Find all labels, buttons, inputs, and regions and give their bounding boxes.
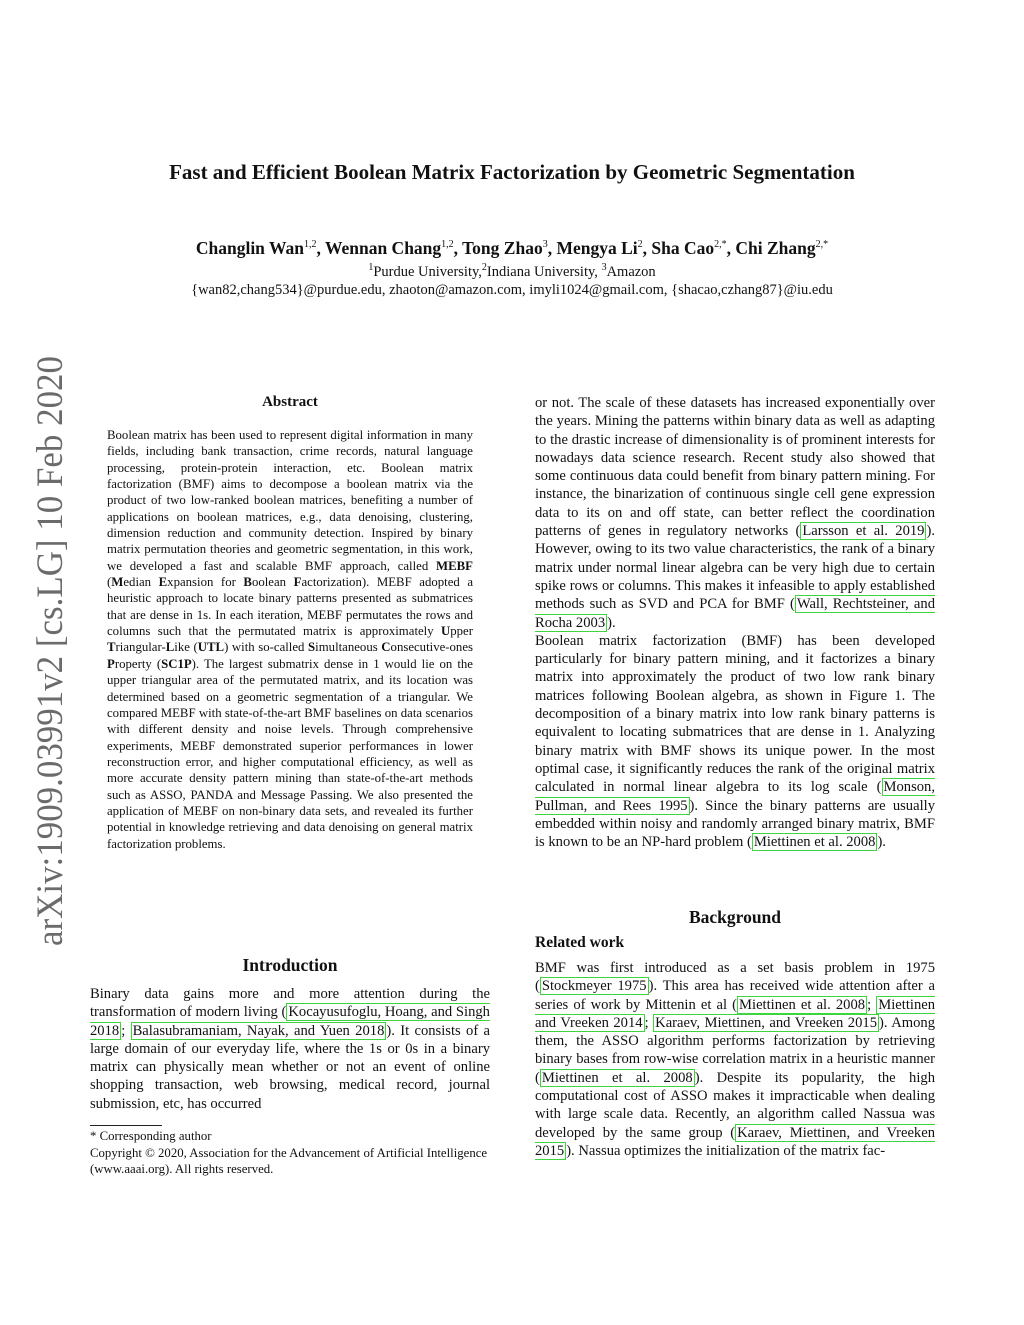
citation-link[interactable]: Balasubramaniam, Nayak, and Yuen 2018 bbox=[132, 1022, 385, 1039]
author-name: Chi Zhang bbox=[735, 238, 816, 258]
related-work-body: BMF was first introduced as a set basis problem in 1975 ( Stockmeyer 1975 ). This area has received wide attention after a series of work by Mittenin et al ( Miettinen et al. 2008 ; Miettinen and Vreeken 2014 ; Karaev, Miettinen, and Vreeken 2015 ). Among them, the ASSO algorithm performs factorization by retrieving binary bases from row-wise correlation matrix in a heuristic manner ( Miettinen et al. 2008 ). Despite its popularity, the high computational cost of ASSO makes it impracticable when dealing with large scale data. Recently, an algorithm called Nassua was developed by the same group ( Karaev, Miettinen, and Vreeken 2015 ). Nassua optimizes the initialization of the matrix fac- bbox=[535, 960, 936, 1159]
affiliation-number: 2 bbox=[481, 262, 487, 273]
paragraph: or not. The scale of these datasets has increased exponentially over the years. Mining the patterns within binary data as well as adapting to the drastic increase of dimensionality is of prominent interests for nowadays data science research. Recent study also showed that some continuous data could benefit from binary pattern mining. For instance, the binarization of continuous single cell gene expression data to its on and off state, can better reflect the coordination patterns of genes in regulatory networks ( Larsson et al. 2019 ). However, owing to its two value characteristics, the rank of a binary matrix under normal linear algebra can be very high due to certain spike rows or columns. This makes it infeasible to apply established methods such as SVD and PCA for BMF ( Wall, Rechtsteiner, and Rocha 2003 ). bbox=[535, 395, 935, 631]
background-heading: Background bbox=[688, 907, 782, 927]
author-name: Tong Zhao bbox=[462, 238, 543, 258]
affiliation-name: Indiana University, bbox=[486, 263, 602, 280]
author-affiliation: 2 bbox=[637, 239, 643, 251]
affiliation-name: Amazon bbox=[606, 263, 656, 280]
author-affiliation: 2,* bbox=[714, 239, 727, 251]
paragraph: Boolean matrix factorization (BMF) has been developed particularly for binary pattern mining, and it factorizes a binary matrix into approximately the product of two low rank binary matrices following Boolean algebra, as shown in Figure 1. The decomposition of a binary matrix into low rank binary patterns is equivalent to locating submatrices that are dense in 1. Analyzing binary matrix with BMF shows its unique power. In the most optimal case, it significantly reduces the rank of the original matrix calculated in normal linear algebra to its log scale ( Monson, Pullman, and Rees 1995 ). Since the binary patterns are usually embedded within noisy and randomly arranged binary matrix, BMF is known to be an NP-hard problem ( Miettinen et al. 2008 ). bbox=[535, 632, 935, 851]
author-affiliation: 1,2 bbox=[441, 239, 454, 251]
abstract-heading: Abstract bbox=[262, 394, 318, 410]
author-list: Changlin Wan$^{1,2}$, Wennan Chang$^{1,2}$, Tong Zhao$^3$, Mengya Li$^2$, Sha Cao$^{2,*}$, Chi Zhang$^{2,*}$ bbox=[195, 238, 829, 258]
author-affiliation: 3 bbox=[542, 239, 548, 251]
citation-link[interactable]: Wall, Rechtsteiner, and Rocha 2003 bbox=[535, 596, 935, 631]
affiliation-number: 3 bbox=[601, 262, 607, 273]
corresponding-author-note: * Corresponding author bbox=[90, 1129, 212, 1143]
arxiv-id: arXiv:1909.03991v2 [cs.LG] 10 Feb 2020 bbox=[30, 350, 70, 946]
arxiv-stamp bbox=[18, 350, 70, 950]
citation-link[interactable]: Larsson et al. 2019 bbox=[802, 523, 925, 540]
citation-link[interactable]: Karaev, Miettinen, and Vreeken 2015 bbox=[535, 1124, 935, 1159]
citation-link[interactable]: Kocayusufoglu, Hoang, and Singh 2018 bbox=[90, 1004, 490, 1039]
citation-link[interactable]: Miettinen and Vreeken 2014 bbox=[535, 996, 936, 1031]
citation-link[interactable]: Karaev, Miettinen, and Vreeken 2015 bbox=[655, 1014, 877, 1031]
citation-link[interactable]: Miettinen et al. 2008 bbox=[541, 1069, 693, 1086]
affiliations bbox=[0, 262, 1024, 281]
affiliation-name: Purdue University, bbox=[373, 263, 482, 280]
author-name: Wennan Chang bbox=[324, 238, 442, 258]
right-column-body bbox=[535, 394, 935, 851]
citation-link[interactable]: Miettinen et al. 2008 bbox=[739, 996, 866, 1013]
citation-link[interactable]: Miettinen et al. 2008 bbox=[753, 834, 876, 851]
footnote bbox=[90, 1128, 490, 1178]
citation-link[interactable]: Stockmeyer 1975 bbox=[541, 978, 647, 995]
author-affiliation: 2,* bbox=[815, 239, 829, 251]
introduction-heading: Introduction bbox=[242, 955, 338, 975]
copyright-note: Copyright © 2020, Association for the Advancement of Artificial Intelligence (www.aaai.org). All rights reserved. bbox=[90, 1145, 488, 1176]
author-name: Mengya Li bbox=[556, 238, 638, 258]
related-work-heading: Related work bbox=[535, 934, 625, 951]
citation-link[interactable]: Monson, Pullman, and Rees 1995 bbox=[535, 779, 935, 814]
introduction-body: Binary data gains more and more attention during the transformation of modern living ( Kocayusufoglu, Hoang, and Singh 2018 ; Balasubramaniam, Nayak, and Yuen 2018 ). It consists of a large domain of our everyday life, where the 1s or 0s in a binary matrix can physically mean whether or not an event of online shopping transaction, web browsing, medical record, journal submission, etc, has occurred bbox=[90, 986, 490, 1112]
footnote-divider bbox=[90, 1125, 162, 1126]
affiliation-number: 1 bbox=[368, 262, 374, 273]
author-name: Sha Cao bbox=[651, 238, 715, 258]
author-emails: {wan82,chang534}@purdue.edu, zhaoton@amazon.com, imyli1024@gmail.com, {shacao,czhang87}@iu.edu bbox=[191, 282, 833, 298]
author-name: Changlin Wan bbox=[195, 238, 304, 258]
paper-title: Fast and Efficient Boolean Matrix Factorization by Geometric Segmentation bbox=[169, 160, 855, 184]
author-affiliation: 1,2 bbox=[304, 239, 317, 251]
abstract-body: Boolean matrix has been used to represent digital information in many fields, including bank transaction, crime records, natural language processing, protein-protein interaction, etc. Boolean matrix factorization (BMF) aims to decompose a boolean matrix via the product of two low-ranked boolean matrices, benefiting a number of applications on boolean matrices, e.g., data denoising, clustering, dimension reduction and community detection. Inspired by binary matrix permutation theories and geometric segmentation, in this work, we developed a fast and scalable BMF approach, called MEBF (Median Expansion for Boolean Factorization). MEBF adopted a heuristic approach to locate binary patterns presented as submatrices that are dense in 1s. In each iteration, MEBF permutates the rows and columns such that the permutated matrix is approximately Upper Triangular-Like (UTL) with so-called Simultaneous Consecutive-ones Property (SC1P). The largest submatrix dense in 1 would lie on the upper triangular area of the permutated matrix, and its location was determined based on a geometric segmentation of a triangular. We compared MEBF with state-of-the-art BMF baselines on data scenarios with different density and noise levels. Through comprehensive experiments, MEBF demonstrated superior performances in lower reconstruction error, and higher computational efficiency, as well as more accurate density pattern mining than state-of-the-art methods such as ASSO, PANDA and Message Passing. We also presented the application of MEBF on non-binary data sets, and revealed its further potential in knowledge retrieving and data denoising on general matrix factorization problems. bbox=[107, 428, 473, 851]
